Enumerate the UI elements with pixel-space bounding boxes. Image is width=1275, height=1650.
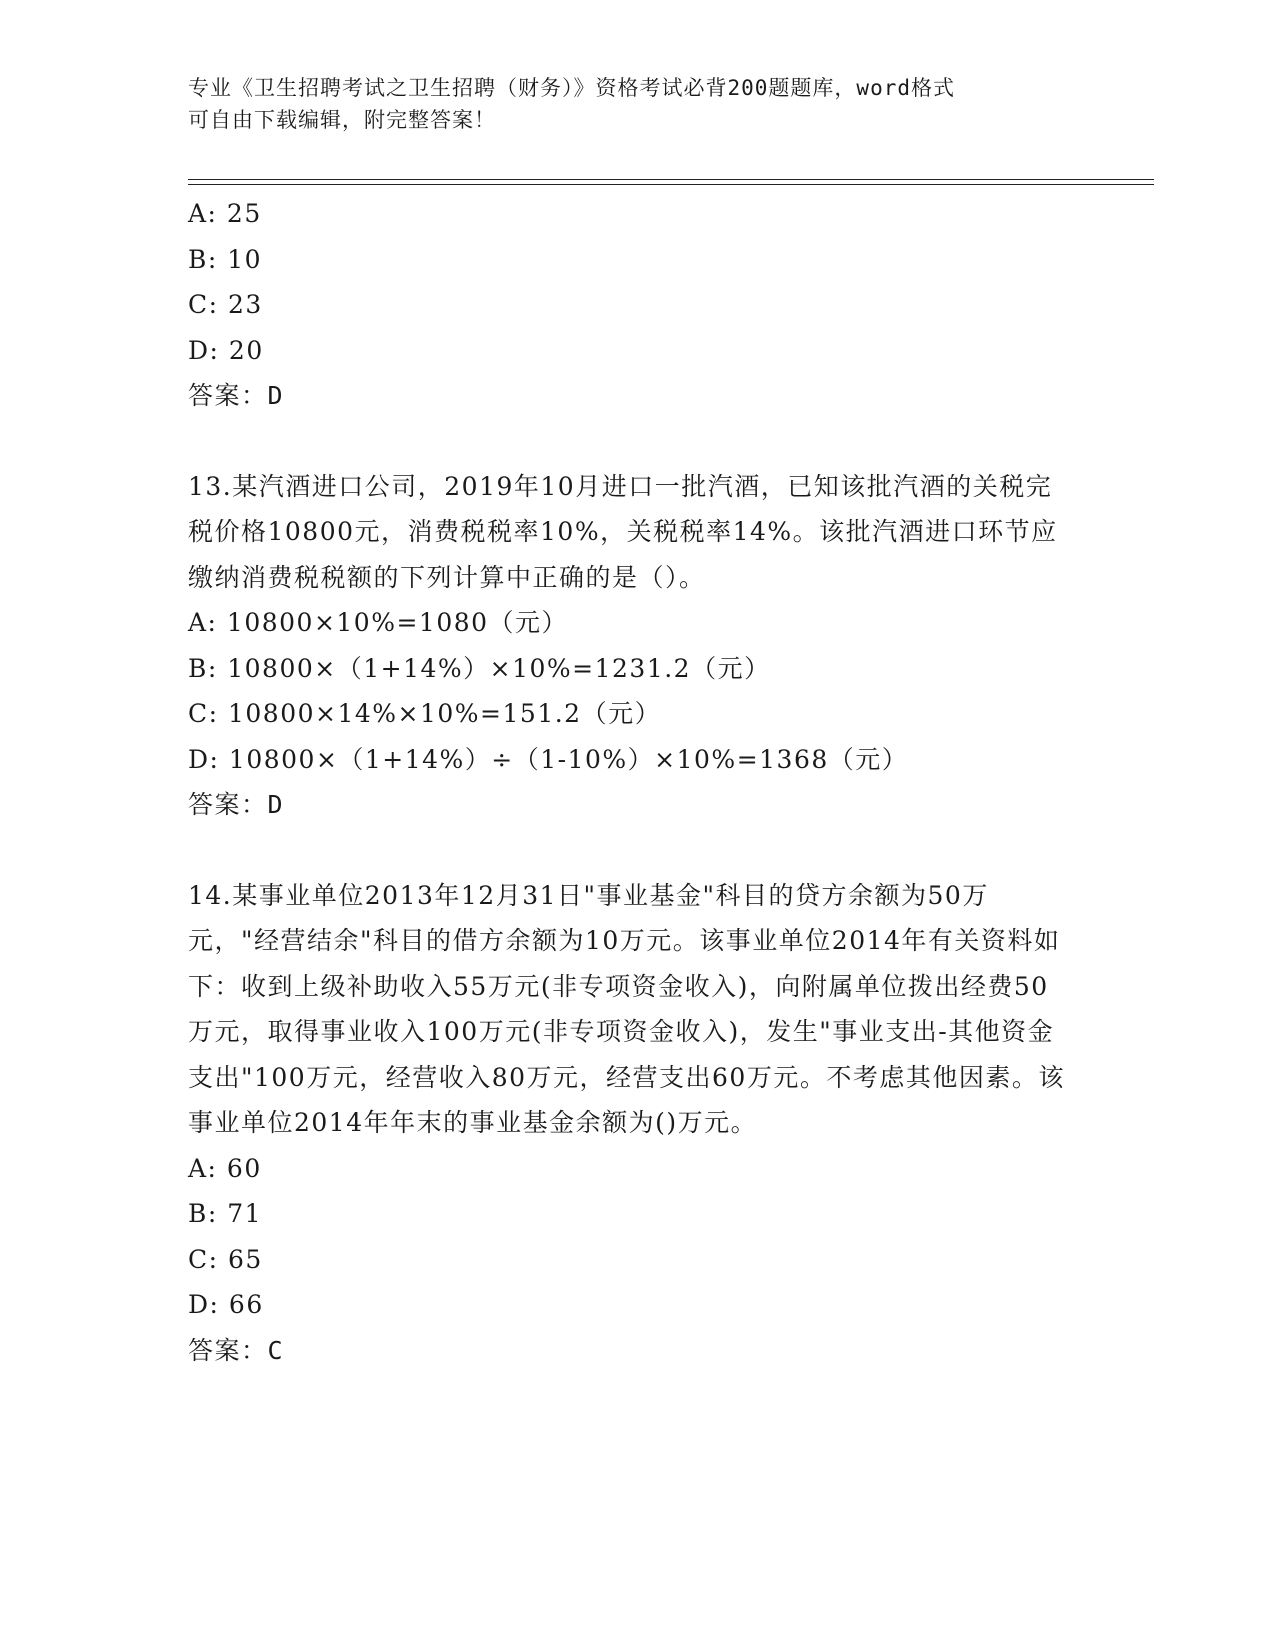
header-divider-bottom <box>188 184 1154 185</box>
option-c: C: 10800×14%×10%=151.2（元） <box>188 699 662 728</box>
header-line-2: 可自由下载编辑，附完整答案！ <box>188 108 496 132</box>
answer-line: 答案：C <box>188 1335 285 1365</box>
question-stem: 13.某汽酒进口公司，2019年10月进口一批汽酒，已知该批汽酒的关税完税价格10800元，消费税税率10%，关税税率14%。该批汽酒进口环节应缴纳消费税税额的下列计算中正确的是（）。 <box>188 471 1058 592</box>
document-header <box>188 72 1068 136</box>
option-d: D: 20 <box>188 335 264 365</box>
question-13 <box>188 464 1088 828</box>
header-divider-top <box>188 179 1154 180</box>
question-list <box>188 191 1088 1373</box>
answer-line: 答案：D <box>188 790 285 819</box>
option-d: D: 10800×（1+14%）÷（1-10%）×10%=1368（元） <box>188 744 909 774</box>
option-b: B: 71 <box>188 1199 263 1228</box>
answer-line: 答案：D <box>188 381 285 410</box>
option-c: C: 65 <box>188 1244 263 1274</box>
question-12 <box>188 191 1088 419</box>
option-b: B: 10 <box>188 244 263 274</box>
option-a: A: 60 <box>188 1153 262 1183</box>
question-14 <box>188 873 1088 1374</box>
option-d: D: 66 <box>188 1290 264 1319</box>
option-a: A: 10800×10%=1080（元） <box>188 608 569 637</box>
option-c: C: 23 <box>188 290 263 319</box>
header-line-1: 专业《卫生招聘考试之卫生招聘（财务）》资格考试必背200题题库，word格式 <box>188 76 955 100</box>
question-stem: 14.某事业单位2013年12月31日"事业基金"科目的贷方余额为50万元，"经营结余"科目的借方余额为10万元。该事业单位2014年有关资料如下：收到上级补助收入55万元(非专项资金收入)，向附属单位拨出经费50万元，取得事业收入100万元(非专项资金收入)，发生"事业支出-其他资金支出"100万元，经营收入80万元，经营支出60万元。不考虑其他因素。该事业单位2014年年末的事业基金余额为()万元。 <box>188 880 1065 1137</box>
option-a: A: 25 <box>188 199 262 228</box>
option-b: B: 10800×（1+14%）×10%=1231.2（元） <box>188 653 771 683</box>
